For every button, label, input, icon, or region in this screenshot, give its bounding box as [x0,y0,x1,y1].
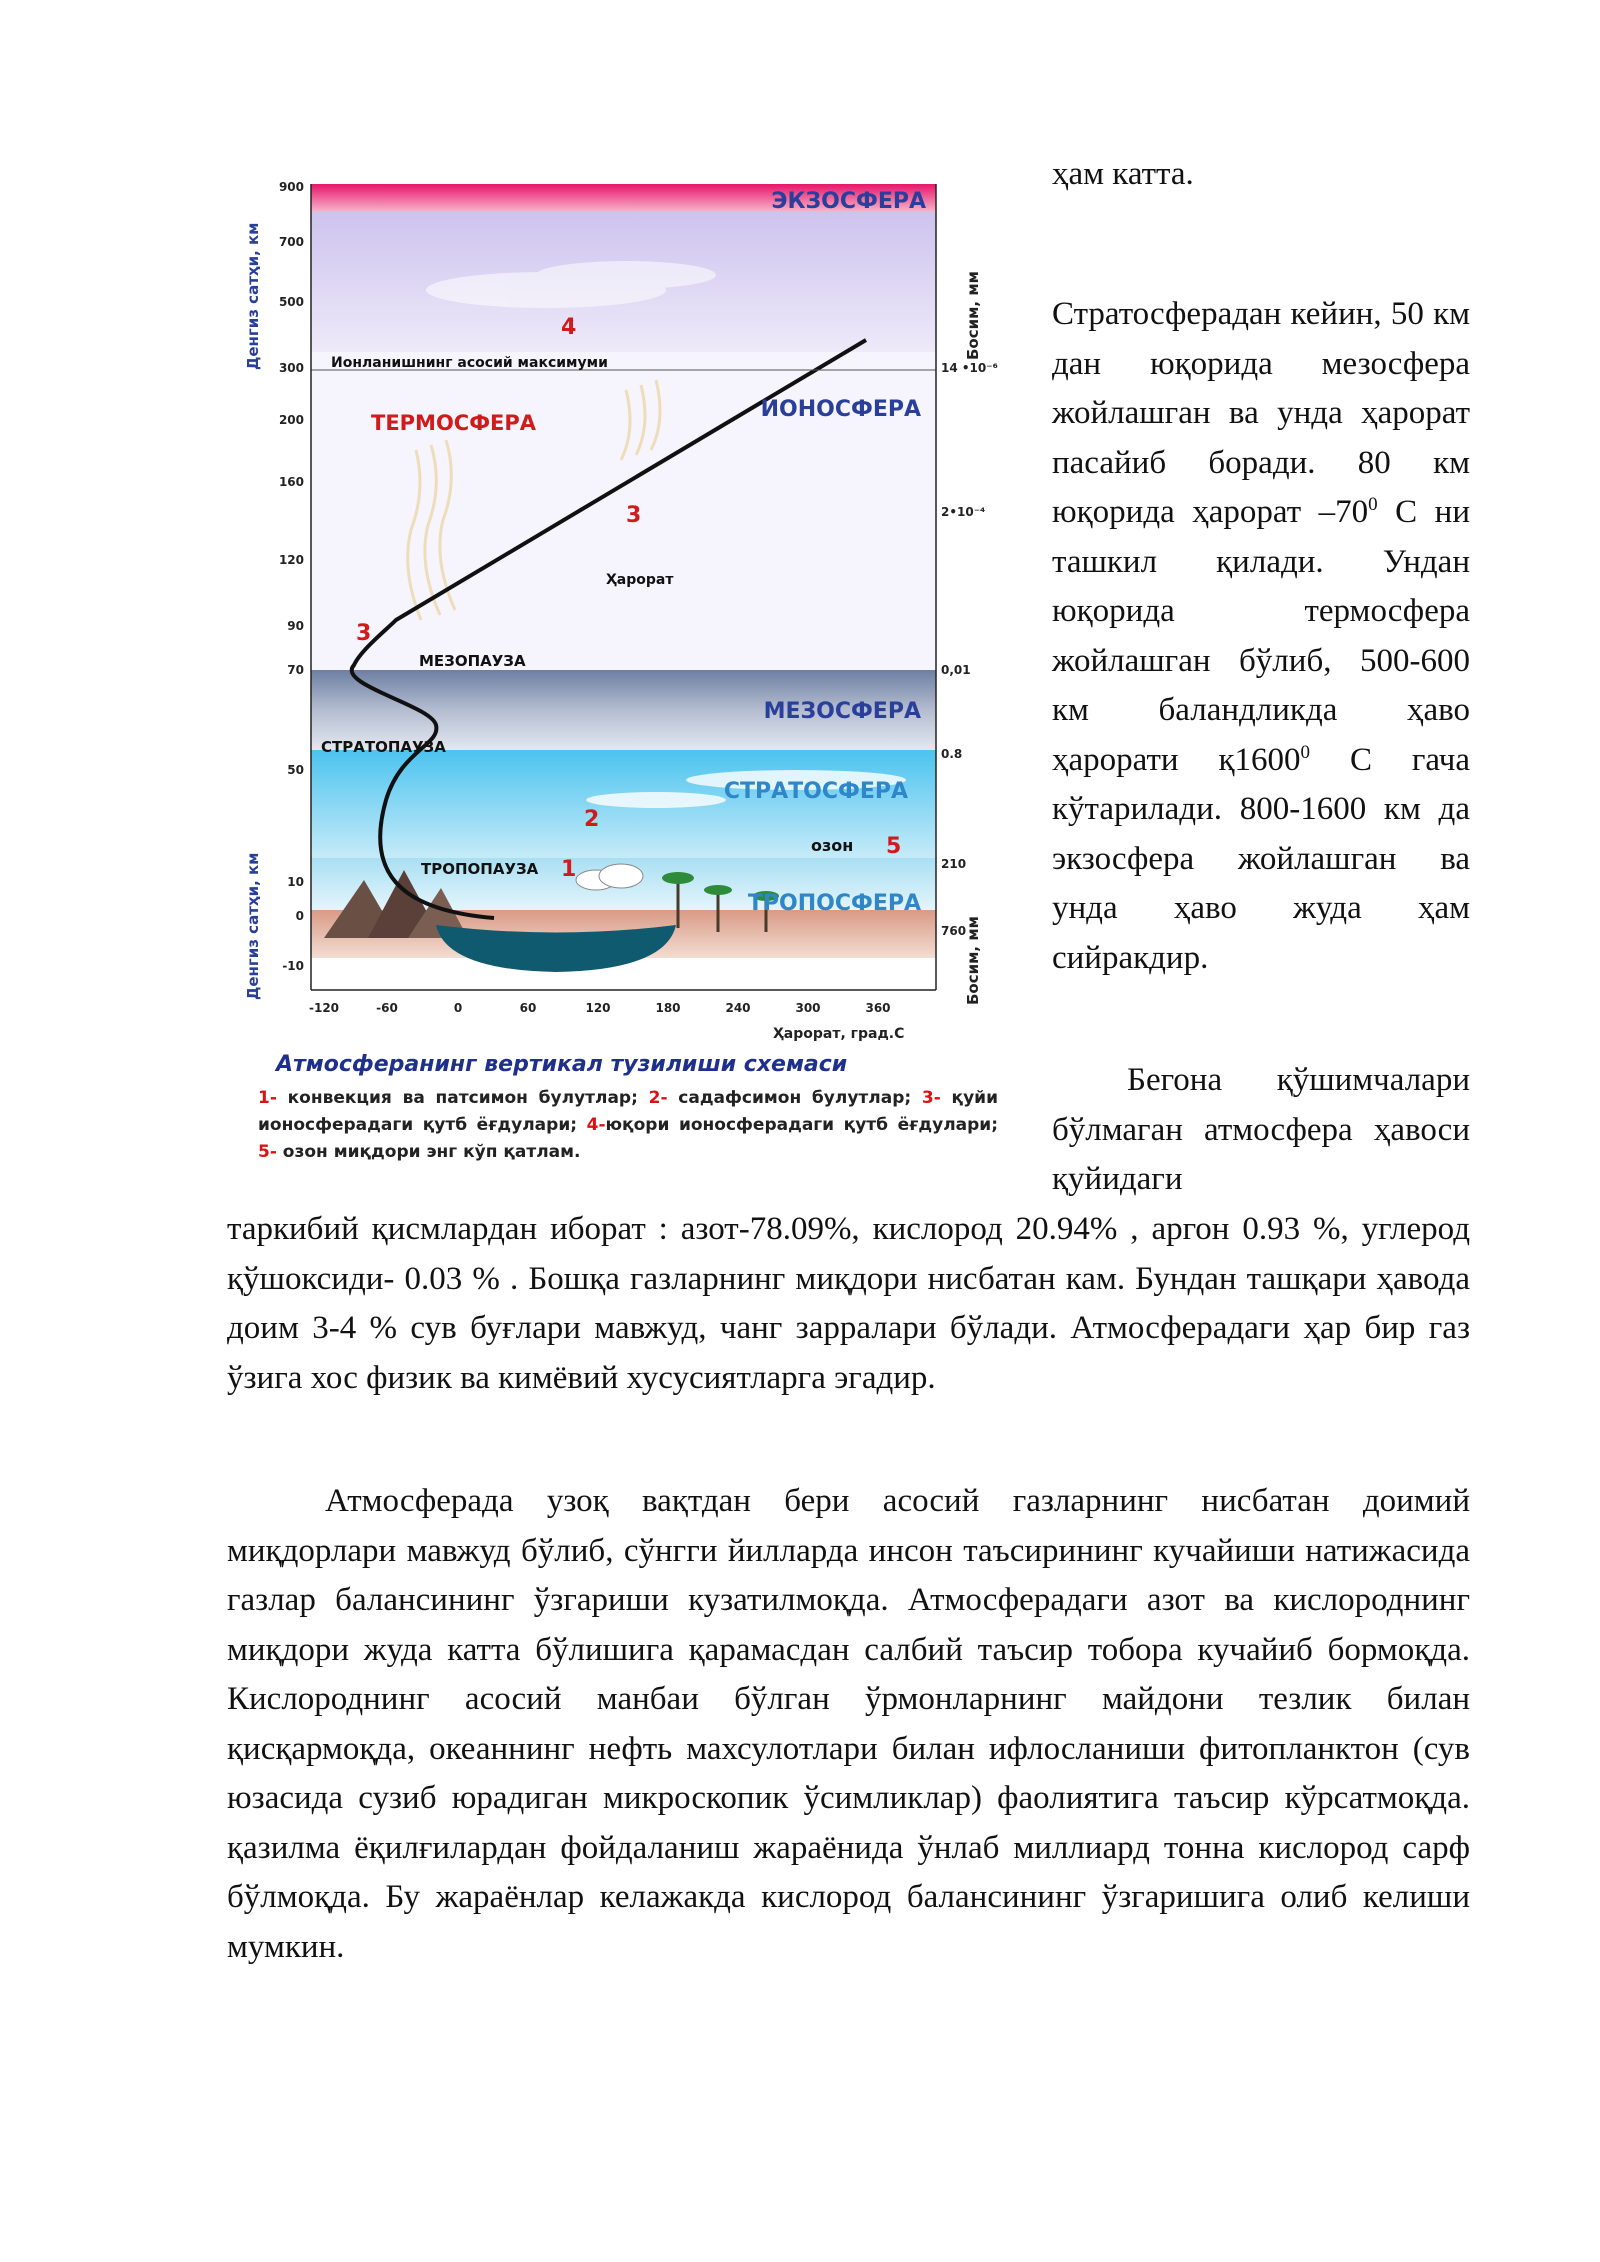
legend-number: 3- [921,1088,941,1108]
left-tick: 900 [278,180,304,194]
x-tick: 60 [519,1001,537,1015]
text-run: Стратосферадан кейин, 50 км дан юқорида мезосфера жойлашган ва унда ҳарорат пасайиб боради. 80 км юқорида ҳарорат –70 [1052,296,1470,530]
right-tick: 14 •10⁻⁶ [941,361,998,375]
legend-text: озон миқдори энг кўп қатлам. [276,1142,581,1162]
marker-1: 1 [561,857,577,882]
figure-caption-legend [258,1085,998,1166]
left-tick: 0 [295,909,304,923]
left-tick: 70 [287,663,304,677]
text-run: С гача кўтарилади. 800-1600 км да экзосфера жойлашган ва унда ҳаво жуда ҳам сийракдир. [1052,741,1470,976]
paragraph-stratosphere [1052,290,1470,983]
atmosphere-diagram [236,180,1008,1195]
x-tick: 180 [655,1001,681,1015]
legend-number: 5- [258,1142,277,1162]
left-tick: 700 [278,235,304,249]
layer-exosphere: ЭКЗОСФЕРА [771,189,926,214]
left-tick: 50 [287,763,304,777]
left-axis-label-bottom: Денгиз сатҳи, км [244,852,262,1000]
left-tick: 200 [278,413,304,427]
right-tick: 760 [941,924,967,938]
paragraph-composition-continuation: таркибий қисмлардан иборат : азот-78.09%, кислород 20.94% , аргон 0.93 %, углерод қўшоксиди- 0.03 % . Бошқа газларнинг миқдори нисбатан кам. Бундан ташқари ҳавода доим 3-4 % сув буғлари мавжуд, чанг зарралари бўлади. Атмосферадаги ҳар бир газ ўзига хос физик ва кимёвий хусусиятларга эгадир. [227,1211,1470,1396]
label-temperature-curve: Ҳарорат [606,572,674,588]
legend-text: юқори ионосферадаги қутб ёғдулари; [605,1115,998,1135]
right-tick: 2•10⁻⁴ [941,505,986,519]
layer-troposphere: ТРОПОСФЕРА [747,891,921,916]
x-tick: 300 [795,1001,821,1015]
left-tick: 500 [278,295,304,309]
legend-text: конвекция ва патсимон булутлар; [276,1088,649,1108]
layer-stratosphere: СТРАТОСФЕРА [723,779,908,804]
right-tick: 0.8 [941,747,963,761]
left-ticks [279,180,304,973]
left-tick: 10 [287,875,304,889]
legend-number: 4- [586,1115,606,1135]
x-tick: 360 [865,1001,891,1015]
atmosphere-diagram-svg [236,180,1008,1050]
paragraph-oxygen-balance: Атмосферада узоқ вақтдан бери асосий газларнинг нисбатан доимий миқдорлари мавжуд бўлиб, сўнгги йилларда инсон таъсирининг кучайиши натижасида газлар балансининг ўзгариши кузатилмоқда. Атмосферадаги азот ва кислороднинг миқдори жуда катта бўлишига қарамасдан салбий таъсир тобора кучайиб бормоқда. Кислороднинг асосий манбаи бўлган ўрмонларнинг майдони тезлик билан қисқармоқда, океаннинг нефть махсулотлари билан ифлосланиши фитопланктон (сув юзасида сузиб юрадиган микроскопик ўсимликлар) фаолиятига таъсир кўрсатмоқда. қазилма ёқилғилардан фойдаланиш жараёнида ўнлаб миллиард тонна кислород сарф бўлмоқда. Бу жараёнлар келажакда кислород балансининг ўзгаришига олиб келиши мумкин. [227,1483,1470,1965]
marker-3-upper: 3 [626,503,642,528]
left-tick: 120 [278,553,304,567]
left-tick: 300 [278,361,304,375]
legend-number: 1- [258,1088,277,1108]
left-tick: 160 [278,475,304,489]
marker-4: 4 [561,315,577,340]
legend-number: 2- [648,1088,668,1108]
legend-text: қуйи ионосферадаги қутб ёғдулари; [258,1088,998,1135]
layer-ionosphere: ИОНОСФЕРА [760,397,921,422]
x-axis-label: Ҳарорат, град.С [773,1026,905,1042]
x-tick: 0 [453,1001,463,1015]
x-ticks [309,1001,891,1015]
layer-mesosphere: МЕЗОСФЕРА [763,699,921,724]
left-tick: -10 [282,959,304,973]
legend-text: садафсимон булутлар; [667,1088,922,1108]
right-axis-label-top: Босим, мм [964,271,982,360]
label-ozone: озон [811,836,854,855]
label-mesopause: МЕЗОПАУЗА [419,652,526,670]
x-tick: -120 [308,1001,340,1015]
layer-thermosphere: ТЕРМОСФЕРА [371,411,537,435]
x-tick: -60 [376,1001,398,1015]
right-axis-label-bottom: Босим, мм [964,916,982,1005]
right-ticks [941,361,998,938]
x-tick: 120 [585,1001,611,1015]
label-stratopause: СТРАТОПАУЗА [321,738,446,756]
right-tick: 210 [941,857,967,871]
right-tick: 0,01 [941,663,971,677]
marker-3-lower: 3 [356,621,372,646]
superscript: 0 [1300,741,1310,763]
superscript: 0 [1368,494,1378,515]
marker-2: 2 [584,807,600,832]
x-tick: 240 [725,1001,751,1015]
paragraph-composition-start: Бегона қўшимчалари бўлмаган атмосфера ҳавоси қуйидаги [1052,1062,1470,1197]
label-ionization-max: Ионланишнинг асосий максимуми [331,355,608,371]
top-line: ҳам катта. [1052,156,1194,192]
text-run: С ни ташкил қилади. Ундан юқорида термосфера жойлашган бўлиб, 500-600 км баландликда ҳаво ҳарорати қ1600 [1052,494,1470,778]
marker-5: 5 [886,834,902,859]
left-tick: 90 [287,619,304,633]
label-tropopause: ТРОПОПАУЗА [421,860,539,878]
left-axis-label-top: Денгиз сатҳи, км [244,222,262,370]
figure-caption-title: Атмосферанинг вертикал тузилиши схемаси [276,1052,848,1077]
